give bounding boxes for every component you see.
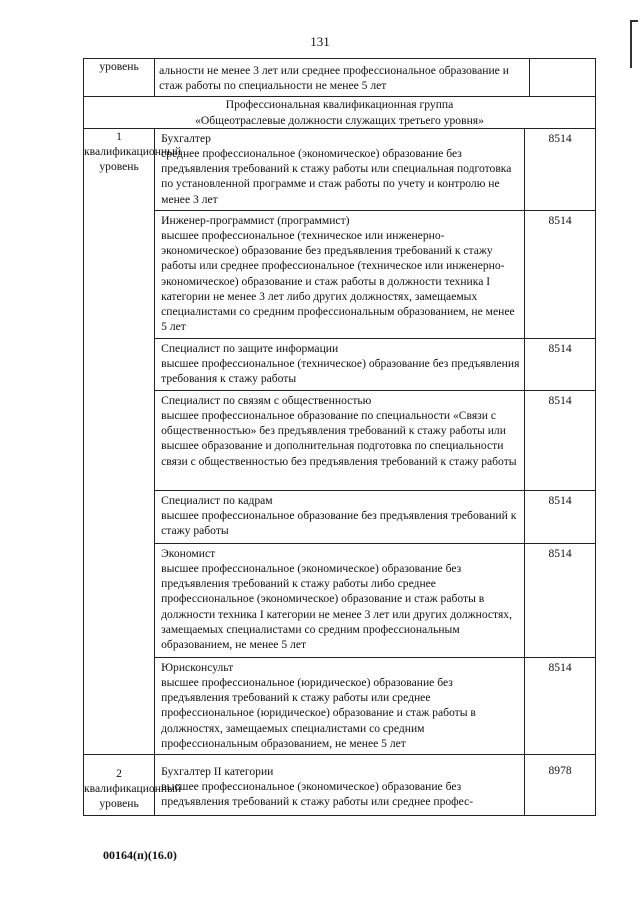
position-cell — [155, 210, 525, 338]
position-requirement: среднее профессиональное (экономическое) образование без предъявления требований к стажу работы или специальная подготовка по установленной программе и стаж работы по учету и контролю не менее 3 лет — [161, 147, 512, 206]
position-code: 8514 — [525, 543, 595, 657]
position-title: Специалист по защите информации — [161, 341, 339, 355]
level-1-positions — [155, 128, 596, 754]
continued-row — [84, 59, 596, 97]
position-row — [155, 755, 595, 815]
position-cell — [155, 129, 525, 211]
position-title: Бухгалтер — [161, 131, 211, 145]
position-row — [155, 490, 595, 543]
position-title: Юрисконсульт — [161, 660, 234, 674]
position-row — [155, 129, 595, 211]
position-cell — [155, 338, 525, 390]
position-title: Специалист по кадрам — [161, 493, 273, 507]
position-cell — [155, 490, 525, 543]
position-code: 8514 — [525, 490, 595, 543]
position-requirement: высшее профессиональное (юридическое) образование без предъявления требований к стажу работы или среднее профессиональное (юридическое) образование и стаж работы в должностях, замещаемых специалистами со средним профессиональным образованием, не менее 5 лет — [161, 676, 476, 750]
group-header-line1: Профессиональная квалификационная группа — [225, 98, 454, 112]
position-requirement: высшее профессиональное образование по специальности «Связи с общественностью» без предъявления требований к стажу работы или высшее образование и дополнительная подготовка по специальности связи с общественностью без предъявления требований к стажу работы — [161, 409, 517, 468]
position-title: Бухгалтер II категории — [161, 765, 274, 779]
page-number: 131 — [310, 34, 330, 49]
level-1-row — [84, 128, 596, 754]
position-requirement: высшее профессиональное (экономическое) образование без предъявления требований к стажу работы либо среднее профессиональное (экономическое) образование и стаж работы в должности техника I категории не менее 3 лет или других должностях, замещаемых специалистами со средним профессиональным образованием, не менее 5 лет — [161, 562, 512, 652]
position-cell — [155, 543, 525, 657]
qualification-table — [83, 58, 596, 816]
level-2-row — [84, 755, 596, 816]
position-code: 8514 — [525, 390, 595, 490]
position-code: 8514 — [525, 338, 595, 390]
position-code: 8978 — [525, 755, 595, 815]
position-row — [155, 543, 595, 657]
position-title: Специалист по связям с общественностью — [161, 393, 372, 407]
position-row — [155, 210, 595, 338]
position-requirement: высшее профессиональное (техническое или инженерно-экономическое) образование без предъявления требований к стажу работы или среднее профессиональное (техническое или инженерно-экономическое) образование и стаж работы в должности техника I категории не менее 3 лет либо других должностях, замещаемых специалистами со средним профессиональным образованием, не менее 5 лет — [161, 229, 515, 334]
level-2-positions — [155, 755, 596, 816]
continued-code-cell — [529, 59, 595, 97]
continued-level-cell: уровень — [84, 59, 155, 97]
footer-document-code: 00164(п)(16.0) — [103, 848, 177, 862]
level-2-positions-table — [155, 755, 595, 815]
position-code: 8514 — [525, 129, 595, 211]
level-1-positions-table — [155, 129, 595, 754]
position-requirement: высшее профессиональное образование без предъявления требований к стажу работы — [161, 509, 517, 538]
level-1-label: 1 квалификационный уровень — [84, 128, 155, 754]
group-header-row — [84, 97, 596, 128]
scan-edge-mark — [630, 20, 638, 68]
position-cell — [155, 657, 525, 754]
group-header-line2: «Общеотраслевые должности служащих третьего уровня» — [195, 113, 484, 127]
position-title: Инженер-программист (программист) — [161, 213, 350, 227]
position-row — [155, 338, 595, 390]
position-row — [155, 390, 595, 490]
continued-text-cell: альности не менее 3 лет или среднее профессиональное образование и стаж работы по специальности не менее 5 лет — [155, 59, 530, 97]
level-2-label: 2 квалификационный уровень — [84, 755, 155, 816]
position-cell — [155, 390, 525, 490]
position-title: Экономист — [161, 546, 216, 560]
position-cell — [155, 755, 525, 815]
position-code: 8514 — [525, 657, 595, 754]
position-code: 8514 — [525, 210, 595, 338]
group-header — [84, 97, 596, 128]
position-requirement: высшее профессиональное (техническое) образование без предъявления требования к стажу работы — [161, 357, 520, 386]
position-row — [155, 657, 595, 754]
position-requirement: высшее профессиональное (экономическое) образование без предъявления требований к стажу работы или среднее профес- — [161, 780, 474, 809]
